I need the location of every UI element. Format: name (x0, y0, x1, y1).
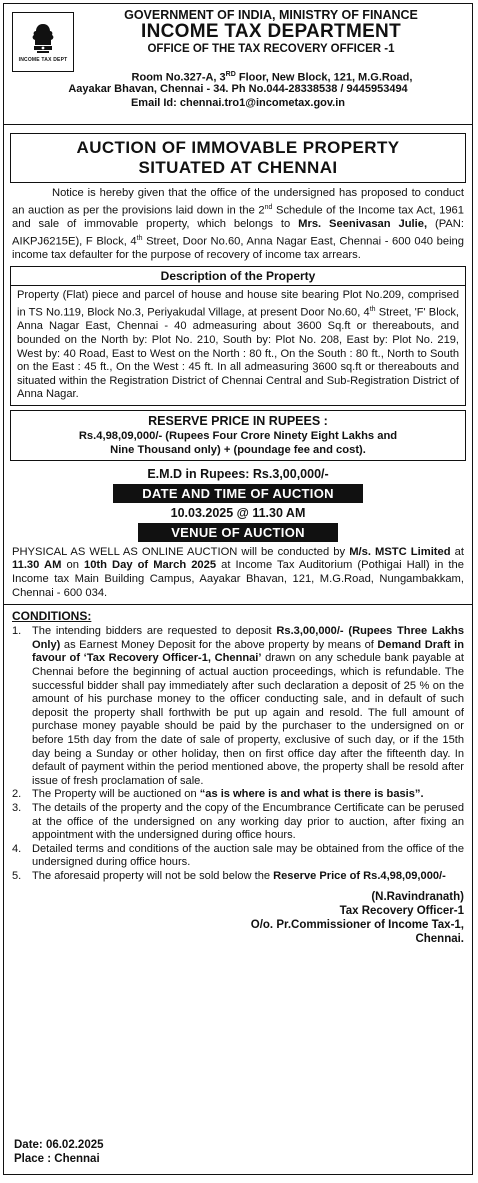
notice-part-2: Schedule of the Income tax Act, 1961 and sale of immovable property, which belongs to (12, 204, 464, 230)
condition-num-5: 5. (12, 869, 22, 882)
emblem-logo (12, 12, 74, 72)
date-place-block (14, 1138, 104, 1166)
signatory-designation: Tax Recovery Officer-1 (339, 904, 464, 917)
venue-heading: VENUE OF AUCTION (138, 523, 338, 542)
owner-name: Mrs. Seenivasan Julie, (298, 217, 428, 230)
notice-place: Place : Chennai (14, 1153, 100, 1165)
conditions-list (12, 625, 464, 883)
description-part-1: Property (Flat) piece and parcel of house and house site bearing Plot No.209, comprised in TS No.119, Block No.3, Periyakudal Village, at present Door No.60, 4 (17, 289, 459, 319)
c2-part-a: The Property will be auctioned on (32, 788, 200, 801)
condition-item-1 (12, 625, 464, 788)
c1-part-c: as Earnest Money Deposit for the above property by means of (60, 638, 378, 651)
condition-num-3: 3. (12, 801, 22, 814)
auction-title (10, 133, 466, 183)
condition-text-2 (32, 788, 464, 802)
condition-item-2 (12, 788, 464, 802)
emd-amount: E.M.D in Rupees: Rs.3,00,000/- (147, 466, 329, 481)
department-name: INCOME TAX DEPARTMENT (141, 21, 401, 42)
auction-date-time: 10.03.2025 @ 11.30 AM (170, 505, 306, 520)
notice-date: Date: 06.02.2025 (14, 1139, 104, 1151)
venue-part-a: PHYSICAL AS WELL AS ONLINE AUCTION will be conducted by (12, 545, 350, 558)
c1-part-e: drawn on any schedule bank payable at Chennai before the beginning of actual auction proceedings, which is refundable. The successful bidder shall pay immediately after such declaration a deposit of 25 % on the amount of his purchase money to the officer conducting sale, and in default of such deposit the property shall forthwith be put up again and resold. The full amount of purchase money payable should be paid by the purchaser to the undersigned on or before 15th day from the date of sale of property, exclusive of such day, or if the 15th day being a Sunday or other holiday, then on first office day after the fifteenth day. In default of payment within the period mentioned above, the property shall be resold after issue of fresh proclamation of sale. (32, 652, 465, 787)
notice-part-1: Notice is hereby given that the office of the undersigned has proposed to conduct an auction as per the provisions laid down in the 2 (12, 187, 464, 217)
notice-part-3: (PAN: AIKPJ6215E), F Block, 4 (12, 217, 464, 248)
title-line-2: SITUATED AT CHENNAI (138, 158, 338, 177)
signature-block (4, 890, 472, 946)
venue-agency: M/s. MSTC Limited (349, 545, 451, 558)
conditions-heading: CONDITIONS: (12, 609, 92, 624)
c5-reserve: Reserve Price of Rs.4,98,09,000/- (273, 869, 446, 882)
condition-num-1: 1. (12, 625, 22, 638)
condition-text-5 (32, 870, 464, 884)
reserve-line-1: Rs.4,98,09,000/- (Rupees Four Crore Ninety Eight Lakhs and (78, 429, 398, 442)
condition-num-4: 4. (12, 842, 22, 855)
c1-draft: Demand Draft in favour of ‘Tax Recovery Officer-1, Chennai’ (32, 638, 465, 665)
title-line-1: AUCTION OF IMMOVABLE PROPERTY (76, 138, 400, 157)
description-text (11, 286, 465, 404)
venue-part-g: at Income Tax Auditorium (Pothigai Hall) in the Income tax Main Building Campus, Aayakar Bhavan, 121, M.G.Road, Nungambakkam, Chennai - 600 034. (12, 559, 464, 599)
reserve-heading: RESERVE PRICE IN RUPEES : (148, 413, 328, 428)
notice-part-4: Street, Door No.60, Anna Nagar East, Chennai - 600 040 being income tax defaulter for the purpose of recovery of income tax arrears. (12, 235, 464, 261)
signatory-name: (N.Ravindranath) (371, 890, 464, 903)
header (4, 4, 472, 125)
venue-part-c: at (450, 545, 464, 558)
reserve-price-box (10, 410, 466, 461)
email-line: Email Id: chennai.tro1@incometax.gov.in (130, 97, 346, 109)
notice-sup-1: nd (264, 203, 273, 211)
address-part-b: Floor, New Block, 121, M.G.Road, (235, 71, 413, 84)
description-box (10, 266, 466, 405)
notice-sup-2: th (136, 234, 143, 242)
condition-item-3 (12, 802, 464, 843)
lion-emblem-icon (26, 21, 60, 55)
signatory-city: Chennai. (415, 932, 464, 945)
emblem-text: INCOME TAX DEPT (18, 57, 68, 63)
date-time-heading: DATE AND TIME OF AUCTION (113, 484, 363, 503)
reserve-line-2: Nine Thousand only) + (poundage fee and cost). (110, 443, 366, 456)
header-text (76, 8, 466, 56)
condition-text-4: Detailed terms and conditions of the auction sale may be obtained from the office of the undersigned during office hours. (32, 842, 464, 869)
address-part-a: Room No.327-A, 3 (131, 71, 226, 84)
description-part-2: Street, 'F' Block, Anna Nagar East, Chennai - 40 admeasuring about 3600 Sq.ft or thereabouts, and bounded on the North by: Plot No. 210, South by: Plot No. 208, East by: Plot No. 219, West by: 40 Road, East to West on the North : 80 ft., On the South : 80 ft., North to South on the East : 45 ft., On the West : 45 ft. In all admeasuring 3600 sq.ft or thereabouts and situated within the Registration District of Chennai Central and Sub-Registration District of Anna Nagar. (17, 306, 460, 401)
description-sup: th (369, 306, 376, 314)
condition-text-1 (32, 625, 464, 788)
c1-part-a: The intending bidders are requested to deposit (32, 625, 277, 638)
ministry-line: GOVERNMENT OF INDIA, MINISTRY OF FINANCE (124, 8, 418, 22)
address-sup: RD (225, 71, 236, 78)
venue-date: 10th Day of March 2025 (83, 559, 217, 572)
address-line-2: Aayakar Bhavan, Chennai - 34. Ph No.044-28338538 / 9445953494 (68, 83, 408, 95)
notice-page (3, 3, 473, 1175)
condition-text-3: The details of the property and the copy of the Encumbrance Certificate can be perused at the office of the undersigned on any working day prior to auction, after fixing an appointment with the undersigned during office hours. (32, 801, 464, 842)
c2-basis: “as is where is and what is there is basis”. (199, 788, 424, 801)
c1-deposit: Rs.3,00,000/- (Rupees Three Lakhs Only) (32, 625, 464, 651)
signatory-office: O/o. Pr.Commissioner of Income Tax-1, (250, 918, 464, 931)
description-heading: Description of the Property (11, 267, 465, 286)
office-name: OFFICE OF THE TAX RECOVERY OFFICER -1 (147, 43, 395, 55)
venue-time: 11.30 AM (12, 559, 62, 572)
c5-part-a: The aforesaid property will not be sold below the (32, 869, 274, 882)
condition-num-2: 2. (12, 788, 22, 801)
venue-part-e: on (61, 559, 84, 572)
venue-paragraph (4, 546, 472, 600)
condition-item-4 (12, 843, 464, 870)
condition-item-5 (12, 870, 464, 884)
notice-paragraph (4, 187, 472, 262)
